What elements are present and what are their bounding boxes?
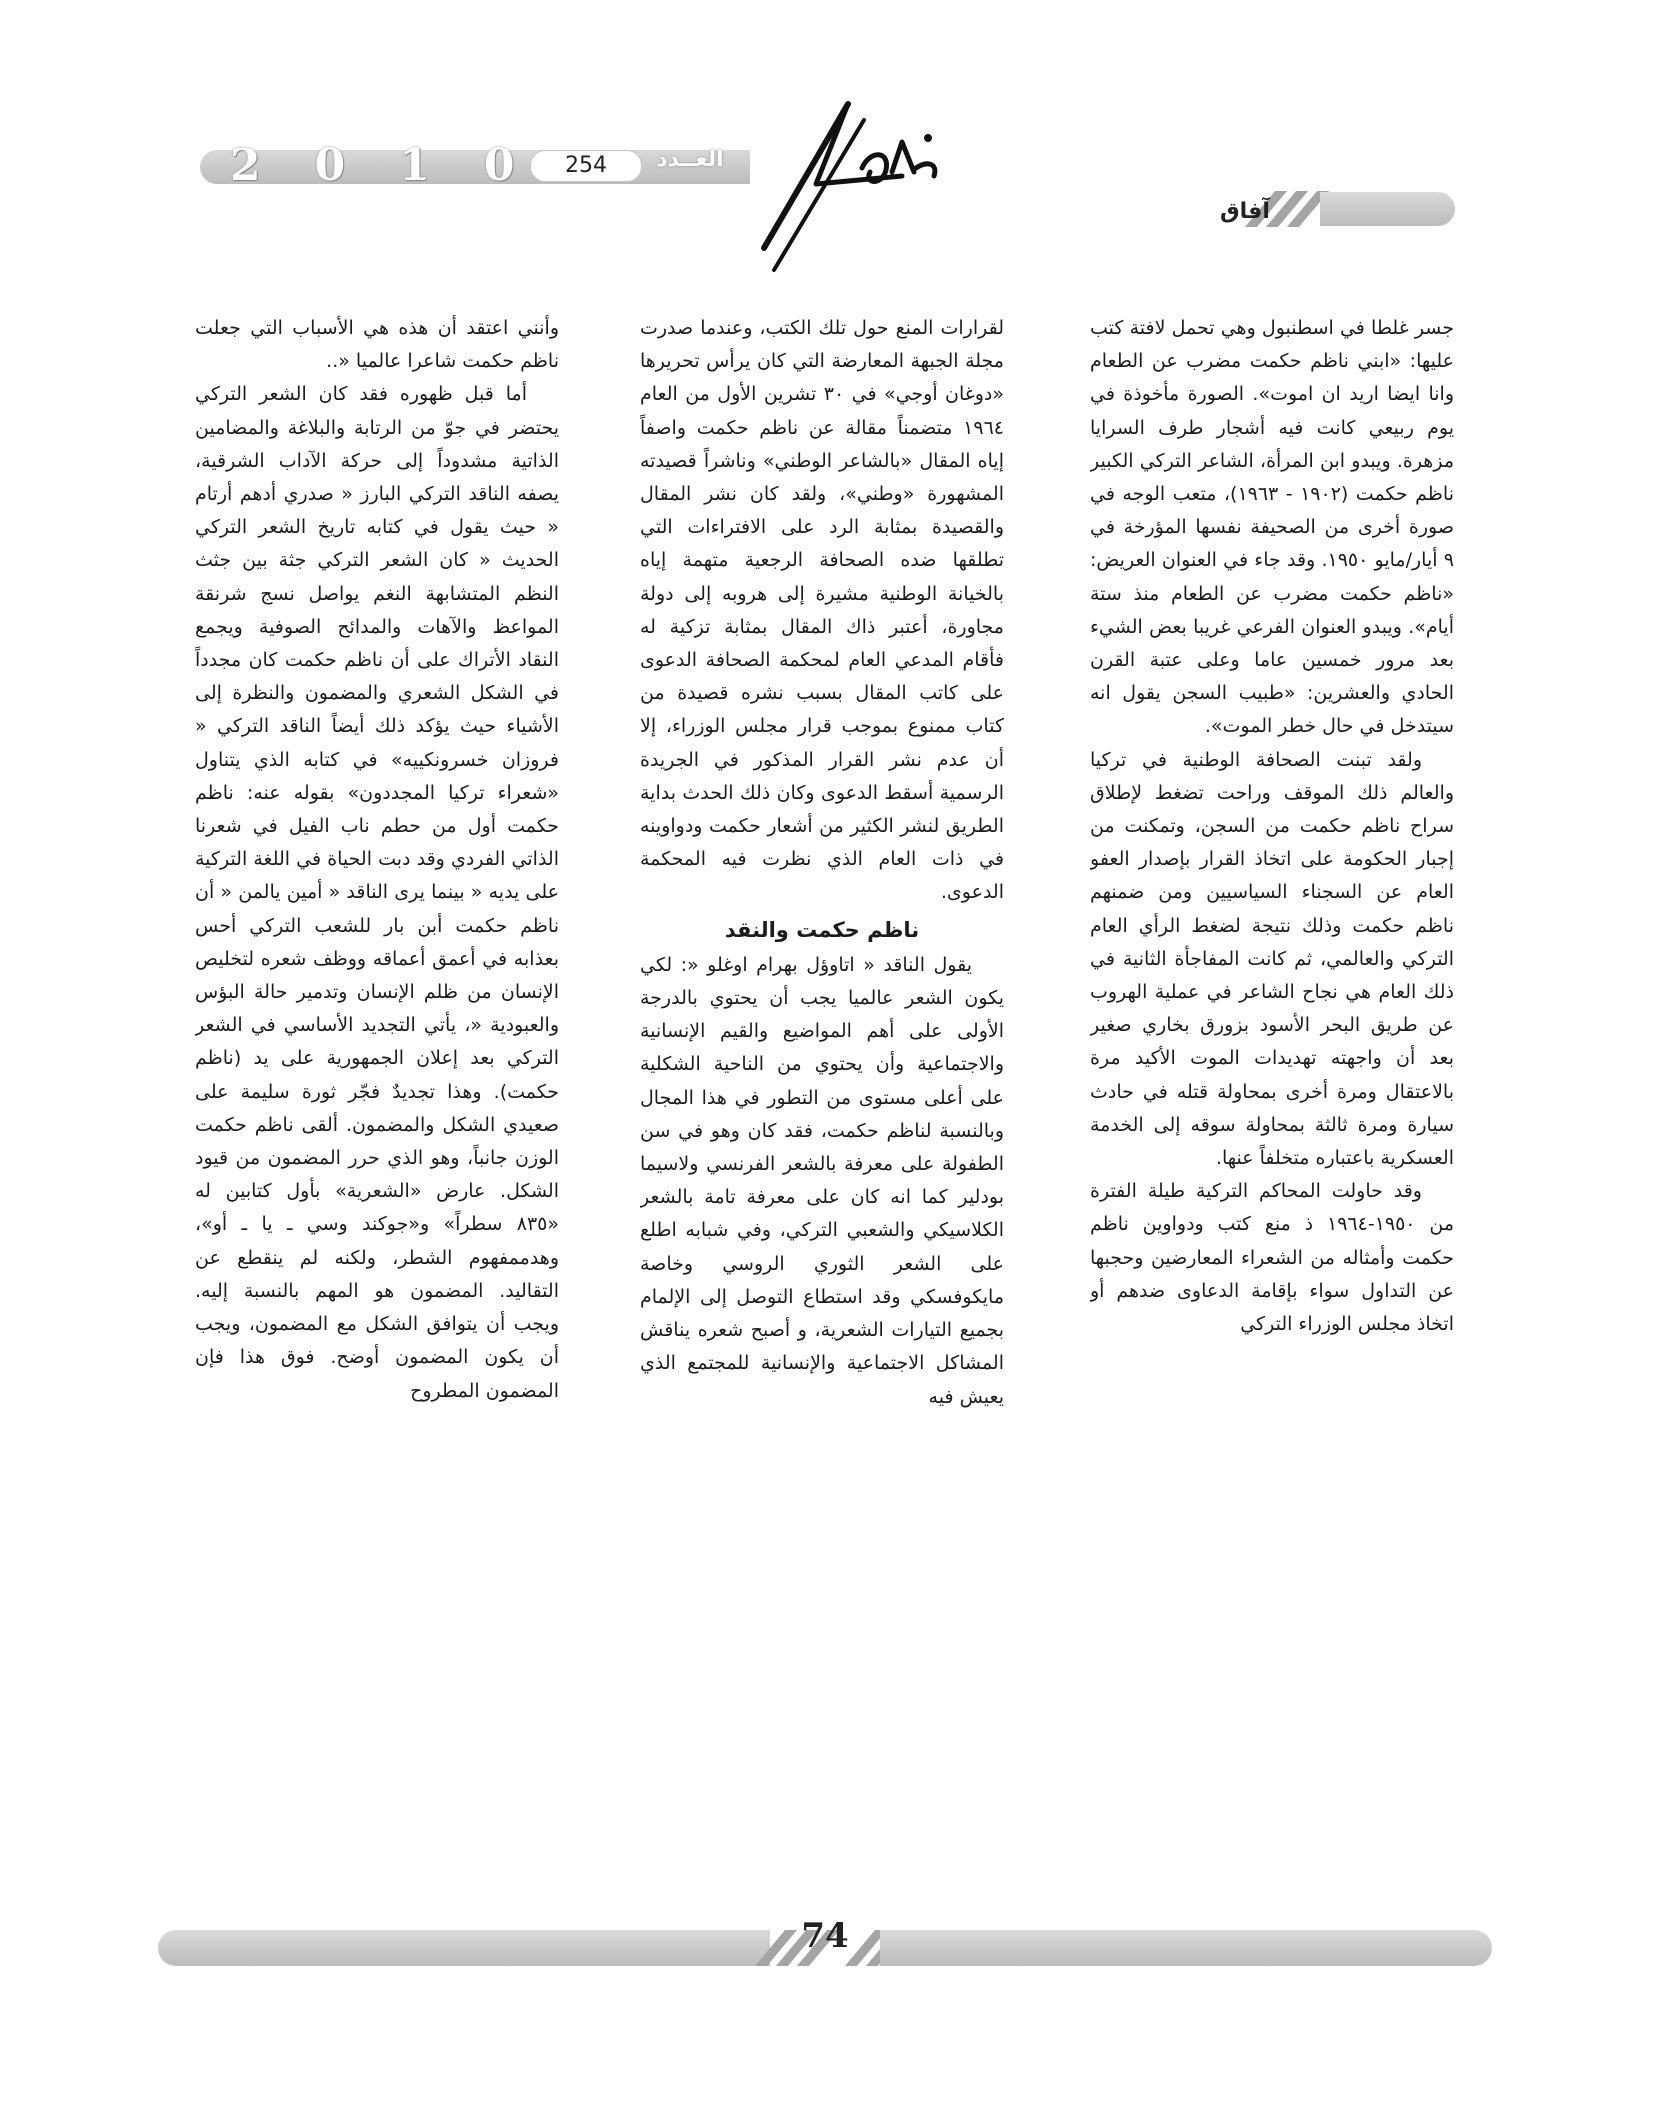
column-right <box>1090 312 1454 1802</box>
page-number: 74 <box>801 1916 849 1956</box>
paragraph: وأنني اعتقد أن هذه هي الأسباب التي جعلت ناظم حكمت شاعرا عالميا «.. <box>195 317 559 373</box>
section-label: آفاق <box>1220 199 1270 224</box>
year-digit: 1 <box>399 140 430 191</box>
year-label <box>230 140 515 191</box>
column-middle <box>640 312 1004 1802</box>
year-digit: 2 <box>230 140 261 191</box>
issue-label: العــدد <box>656 147 724 172</box>
footer-bar-left <box>158 1930 770 1966</box>
paragraph: جسر غلطا في اسطنبول وهي تحمل لافتة كتب عليها: «ابني ناظم حكمت مضرب عن الطعام وانا ايضا اريد ان اموت». الصورة مأخوذة في يوم ربيعي كانت فيه أشجار طرف السرايا مزهرة. ويبدو ابن المرأة، الشاعر التركي الكبير ناظم حكمت (١٩٠٢ - ١٩٦٣)، متعب الوجه في صورة أخرى من الصحيفة نفسها المؤرخة في ٩ أيار/مايو ١٩٥٠. وقد جاء في العنوان العريض: «ناظم حكمت مضرب عن الطعام منذ ستة أيام». ويبدو العنوان الفرعي غريبا بعض الشيء بعد مرور خمسين عاما وعلى عتبة القرن الحادي والعشرين: «طبيب السجن يقول انه سيتدخل في حال خطر الموت». <box>1090 317 1454 738</box>
section-heading: ناظم حكمت والنقد <box>724 917 920 942</box>
footer-bar-right <box>880 1930 1492 1966</box>
paragraph: ولقد تبنت الصحافة الوطنية في تركيا والعالم ذلك الموقف وراحت تضغط لإطلاق سراح ناظم حكمت من السجن، وتمكنت من إجبار الحكومة على اتخاذ القرار بإصدار العفو العام عن السجناء السياسيين ومن ضمنهم ناظم حكمت وذلك نتيجة لضغط الرأي العام التركي والعالمي، ثم كانت المفاجأة الثانية في ذلك العام هي نجاح الشاعر في عملية الهروب عن طريق البحر الأسود بزورق بخاري صغير بعد أن واجهته تهديدات الموت الأكيد مرة بالاعتقال ومرة أخرى بمحاولة قتله في حادث سيارة ومرة ثالثة بمحاولة سوقه إلى الخدمة العسكرية باعتباره متخلفاً عنها. <box>1090 748 1454 1170</box>
paragraph: وقد حاولت المحاكم التركية طيلة الفترة من ١٩٥٠-١٩٦٤ ذ منع كتب ودواوين ناظم حكمت وأمثاله من الشعراء المعارضين وحجبها عن التداول سواء بإقامة الدعاوى ضدهم أو اتخاذ مجلس الوزراء التركي <box>1090 1180 1454 1336</box>
paragraph: يقول الناقد « اتاوؤل بهرام اوغلو «: لكي يكون الشعر عالميا يجب أن يحتوي بالدرجة الأولى على أهم المواضيع والقيم الإنسانية والاجتماعية وأن يحتوي من الناحية الشكلية على أعلى مستوى من التطور في هذا المجال وبالنسبة لناظم حكمت، فقد كان وهو في سن الطفولة على معرفة بالشعر الفرنسي ولاسيما بودلير كما انه كان على معرفة تامة بالشعر الكلاسيكي والشعبي التركي، وفي شبابه اطلع على الشعر الثوري الروسي وخاصة مايكوفسكي وقد استطاع التوصل إلى الإلمام بجميع التيارات الشعرية، و أصبح شعره يناقش المشاكل الاجتماعية والإنسانية للمجتمع الذي يعيش فيه <box>640 953 1004 1408</box>
year-digit: 0 <box>314 140 346 191</box>
header-bar-right <box>1320 192 1455 226</box>
paragraph: لقرارات المنع حول تلك الكتب، وعندما صدرت مجلة الجبهة المعارضة التي كان يرأس تحريرها «دوغان أوجي» في ٣٠ تشرين الأول من العام ١٩٦٤ متضمناً مقالة عن ناظم حكمت واصفاً إياه المقال «بالشاعر الوطني» وناشراً قصيدته المشهورة «وطني»، ولقد كان نشر المقال والقصيدة بمثابة الرد على الافتراءات التي تطلقها ضده الصحافة الرجعية متهمة إياه بالخيانة الوطنية مشيرة إلى هروبه إلى دولة مجاورة، أعتبر ذاك المقال بمثابة تزكية له فأقام المدعي العام لمحكمة الصحافة الدعوى على كاتب المقال بسبب نشره قصيدة من كتاب ممنوع بموجب قرار مجلس الوزراء، إلا أن عدم نشر القرار المذكور في الجريدة الرسمية أسقط الدعوى وكان ذلك الحدث بداية الطريق لنشر الكثير من أشعار حكمت ودواوينه في ذات العام الذي نظرت فيه المحكمة الدعوى. <box>640 317 1004 904</box>
year-digit: 0 <box>483 140 515 191</box>
issue-number: 254 <box>530 150 642 182</box>
column-left <box>195 312 559 1802</box>
magazine-logo <box>752 98 948 278</box>
paragraph: أما قبل ظهوره فقد كان الشعر التركي يحتضر في جوّ من الرتابة والبلاغة والمضامين الذاتية مشدوداً إلى حركة الآداب الشرقية، يصفه الناقد التركي البارز « صدري أدهم أرتام « حيث يقول في كتابه تاريخ الشعر التركي الحديث « كان الشعر التركي جثة بين جثث النظم المتشابهة النغم يواصل نسج شرنقة المواعظ والآهات والمدائح الصوفية ويجمع النقاد الأتراك على أن ناظم حكمت كان مجدداً في الشكل الشعري والمضمون والنظرة إلى الأشياء حيث يؤكد ذلك أيضاً الناقد التركي « فروزان خسرونكييه» في كتابه الذي يتناول «شعراء تركيا المجددون» بقوله عنه: ناظم حكمت أول من حطم ناب الفيل في شعرنا الذاتي الفردي وقد دبت الحياة في اللغة التركية على يديه « بينما يرى الناقد « أمين يالمن « أن ناظم حكمت أبن بار للشعب التركي أحس بعذابه في أعمق أعماقه ووظف شعره لتخليص الإنسان من ظلم الإنسان وتدمير حالة البؤس والعبودية «، يأتي التجديد الأساسي في الشعر التركي بعد إعلان الجمهورية على يد (ناظم حكمت). وهذا تجديدٌ فجّر ثورة سليمة على صعيدي الشكل والمضمون. ألقى ناظم حكمت الوزن جانباً، وهو الذي حرر المضمون من قيود الشكل. عارض «الشعرية» بأول كتابين له «٨٣٥ سطراً» و«جوكند وسي ـ يا ـ أو»، وهدممفهوم الشطر، ولكنه لم ينقطع عن التقاليد. المضمون هو المهم بالنسبة إليه. ويجب أن يتوافق الشكل مع المضمون، ويجب أن يكون المضمون أوضح. فوق هذا فإن المضمون المطروح <box>195 383 559 1402</box>
